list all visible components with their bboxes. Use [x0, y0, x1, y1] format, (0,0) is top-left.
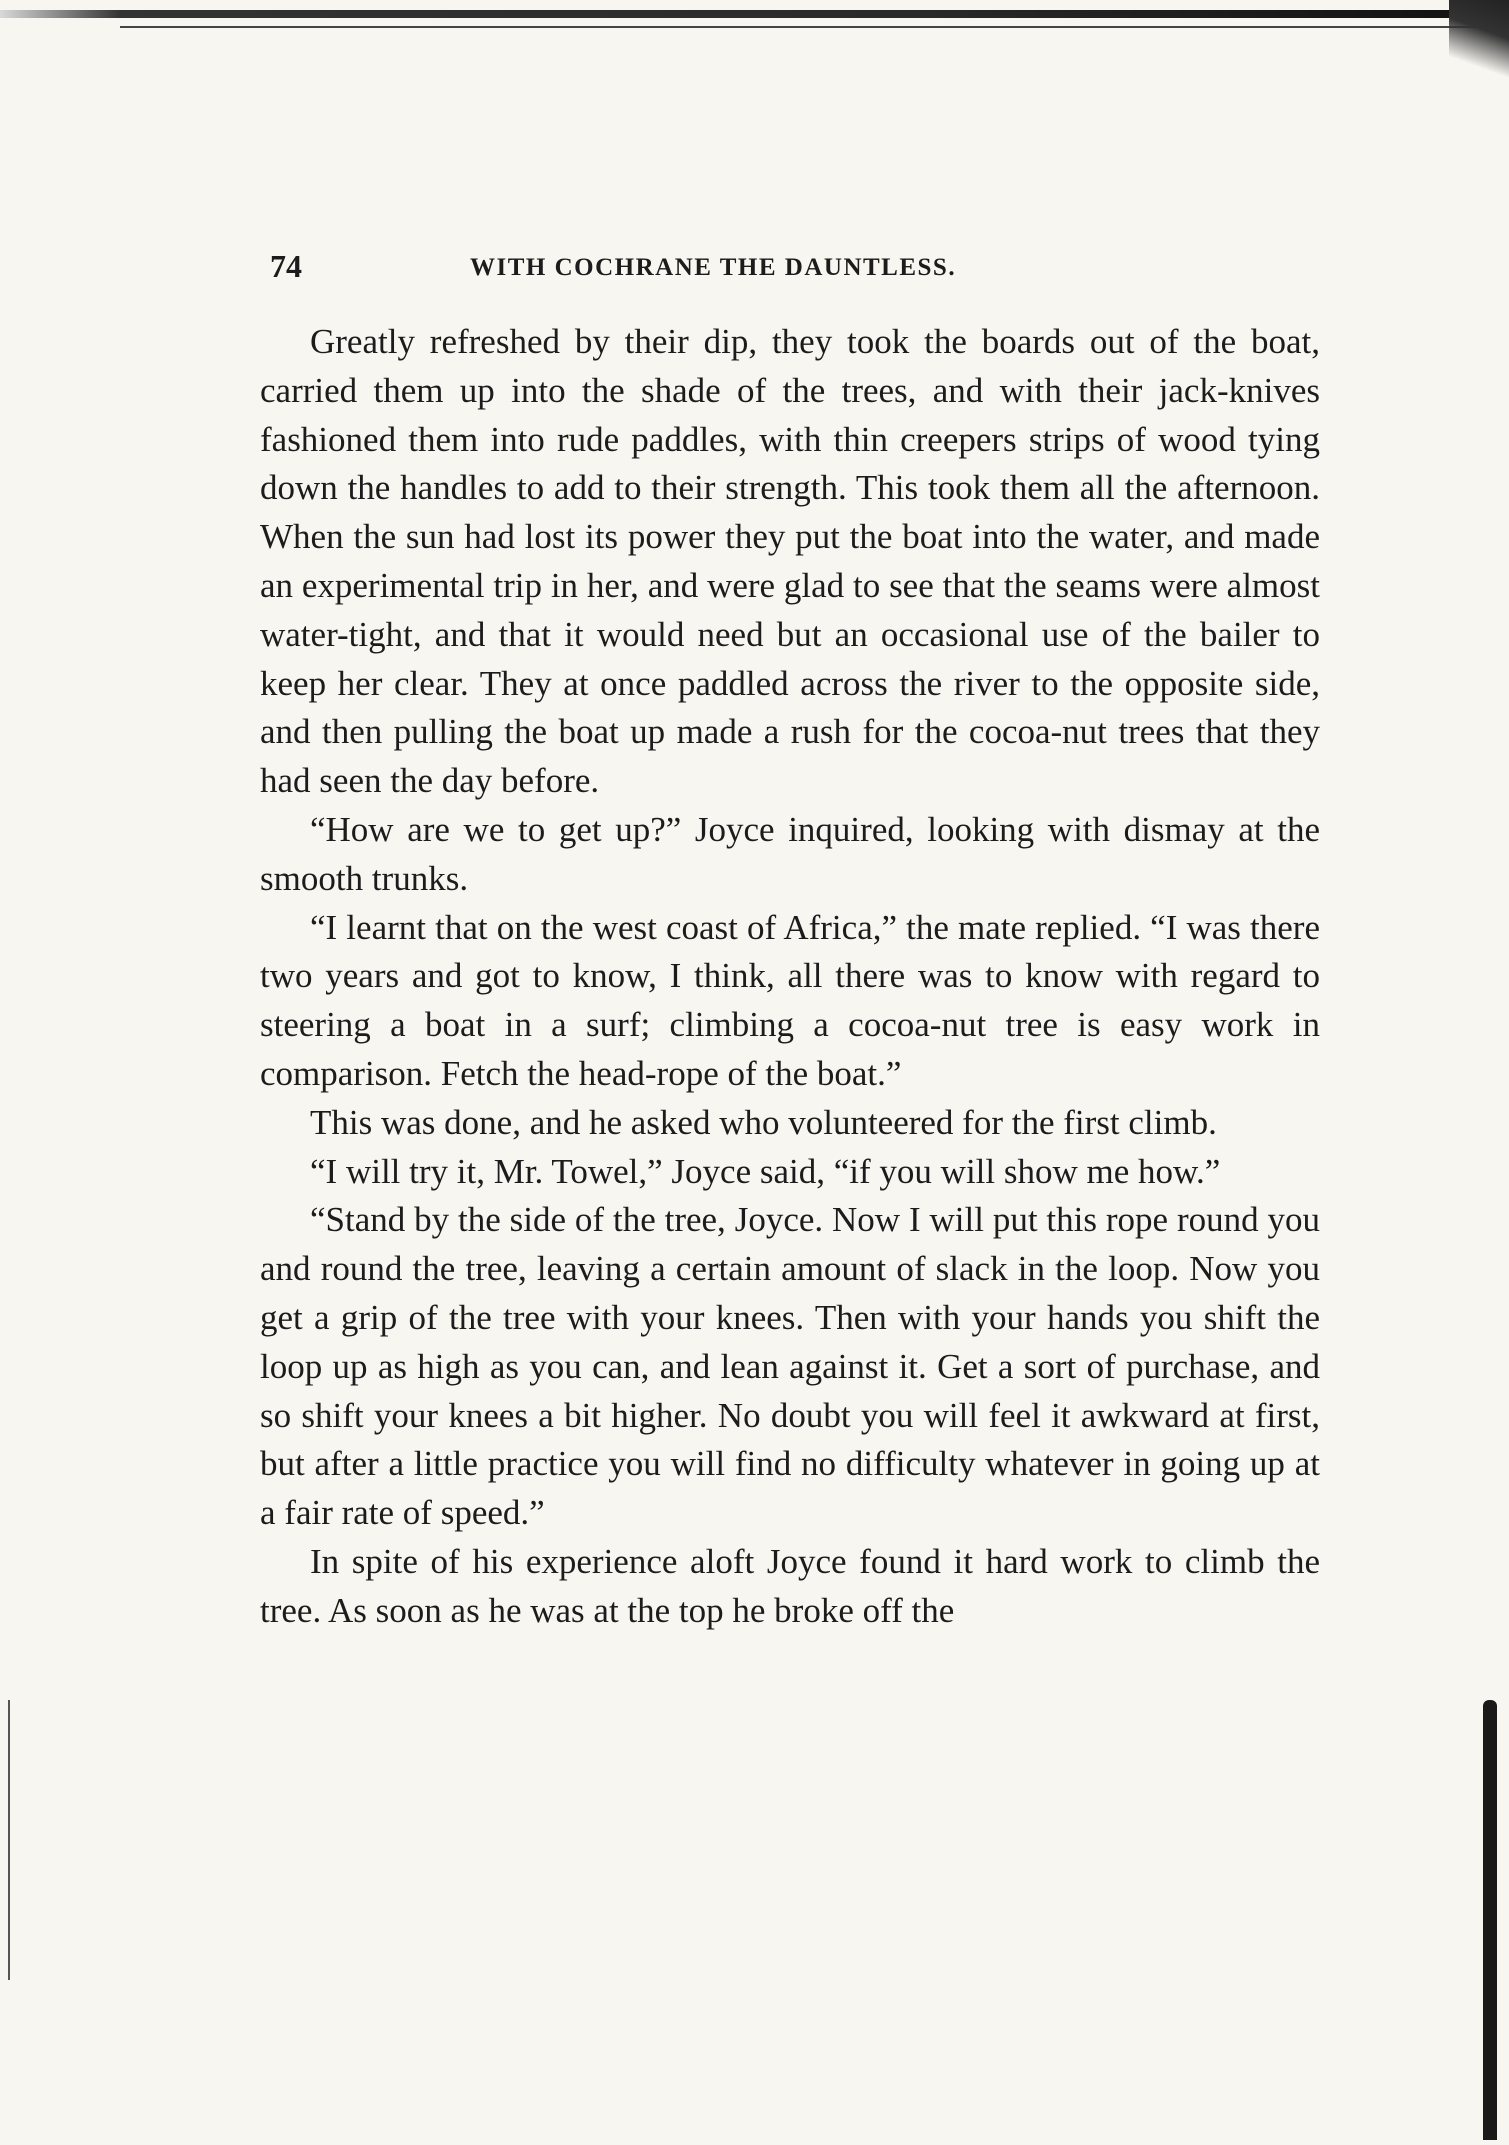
scan-corner-mark [1449, 0, 1509, 90]
paragraph: “I learnt that on the west coast of Africa,” the mate replied. “I was there two years and got to know, I think, all there was to know with regard to steering a boat in a surf; climbing a cocoa-nut tree is easy work in comparison. Fetch the head-rope of the boat.” [260, 907, 1320, 1093]
book-page [260, 248, 1320, 1636]
paragraph: Greatly refreshed by their dip, they took the boards out of the boat, carried them up into the shade of the trees, and with their jack-knives fashioned them into rude paddles, with thin creepers strips of wood tying down the handles to add to their strength. This took them all the afternoon. When the sun had lost its power they put the boat into the water, and made an experimental trip in her, and were glad to see that the seams were almost water-tight, and that it would need but an occasional use of the bailer to keep her clear. They at once paddled across the river to the opposite side, and then pulling the boat up made a rush for the cocoa-nut trees that they had seen the day before. [260, 322, 1320, 801]
scan-left-edge [8, 1700, 10, 1980]
running-title: WITH COCHRANE THE DAUNTLESS. [470, 254, 957, 281]
paragraph: This was done, and he asked who volunteered for the first climb. [310, 1102, 1217, 1142]
paragraph: In spite of his experience aloft Joyce found it hard work to climb the tree. As soon as he was at the top he broke off the [260, 1541, 1320, 1630]
scan-top-rule [0, 10, 1509, 18]
paragraph: “I will try it, Mr. Towel,” Joyce said, “if you will show me how.” [310, 1151, 1221, 1191]
paragraph: “How are we to get up?” Joyce inquired, looking with dismay at the smooth trunks. [260, 809, 1320, 898]
page-number: 74 [270, 248, 302, 284]
paragraph: “Stand by the side of the tree, Joyce. Now I will put this rope round you and round the tree, leaving a certain amount of slack in the loop. Now you get a grip of the tree with your knees. Then with your hands you shift the loop up as high as you can, and lean against it. Get a sort of purchase, and so shift your knees a bit higher. No doubt you will feel it awkward at first, but after a little practice you will find no difficulty whatever in going up at a fair rate of speed.” [260, 1200, 1320, 1533]
scan-top-rule-thin [120, 26, 1500, 28]
page-header [260, 248, 1320, 298]
body-text [260, 318, 1320, 1636]
scan-right-edge [1483, 1700, 1497, 2140]
